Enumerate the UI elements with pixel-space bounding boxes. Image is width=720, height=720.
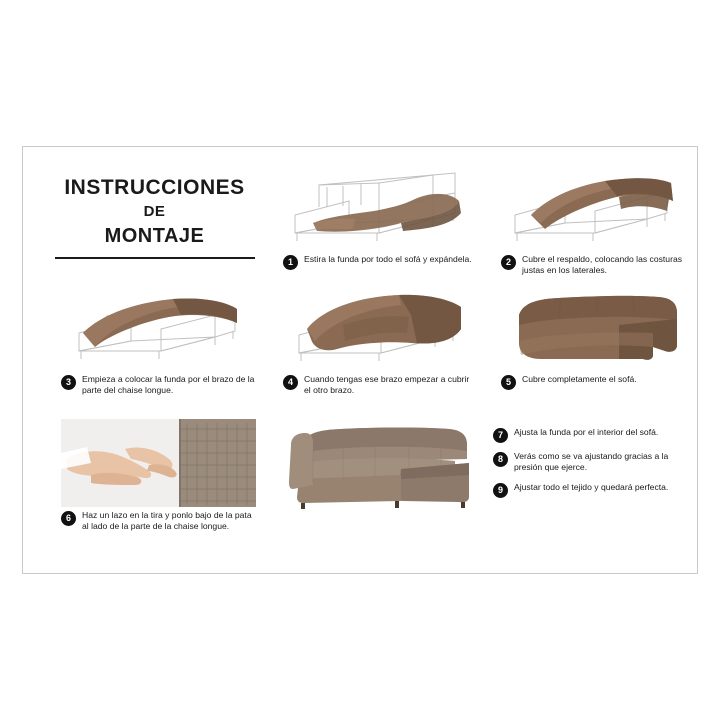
step-number-8: 8: [493, 452, 508, 467]
step-number-3: 3: [61, 375, 76, 390]
hands-tying-strap-photo: [61, 419, 256, 507]
step-text-2: Cubre el respaldo, colocando las costuras justas en los laterales.: [522, 254, 683, 276]
step-caption-8: [493, 451, 688, 474]
step-panel-1: [283, 171, 478, 270]
step-caption-2: [501, 254, 686, 277]
step-panel-5: [501, 285, 686, 390]
step-panel-2: [501, 171, 686, 277]
step-caption-4: [283, 374, 478, 397]
sofa-cover-other-arm-illustration: [283, 285, 478, 371]
step-number-4: 4: [283, 375, 298, 390]
step-text-1: Estira la funda por todo el sofá y expándela.: [304, 254, 472, 264]
step-text-4: Cuando tengas ese brazo empezar a cubrir el otro brazo.: [304, 374, 470, 396]
step-text-7: Ajusta la funda por el interior del sofá.: [514, 427, 659, 437]
finished-sofa-photo: [283, 419, 483, 511]
sofa-covered-illustration: [501, 285, 686, 371]
step-caption-9: [493, 482, 688, 498]
step-text-3: Empieza a colocar la funda por el brazo de la parte del chaise longue.: [82, 374, 255, 396]
step-text-6: Haz un lazo en la tira y ponlo bajo de la pata al lado de la parte de la chaise longue.: [82, 510, 252, 532]
step-number-1: 1: [283, 255, 298, 270]
step-caption-6: [61, 510, 256, 533]
sofa-cover-back-illustration: [501, 171, 686, 251]
step-caption-1: [283, 254, 478, 270]
sofa-cover-arm-illustration: [61, 285, 256, 371]
step-caption-7: [493, 427, 688, 443]
sofa-cover-stretch-illustration: [283, 171, 478, 251]
title-line-1: INSTRUCCIONES: [64, 176, 245, 199]
title-line-3: MONTAJE: [104, 225, 205, 247]
step-number-7: 7: [493, 428, 508, 443]
step-number-9: 9: [493, 483, 508, 498]
step-caption-5: [501, 374, 686, 390]
page-title: [47, 175, 262, 259]
step-number-5: 5: [501, 375, 516, 390]
steps-7-9-list: [493, 419, 688, 511]
title-line-2: DE: [143, 203, 166, 220]
instruction-grid: [33, 157, 687, 563]
instruction-sheet: [22, 146, 698, 574]
step-text-9: Ajustar todo el tejido y quedará perfecta.: [514, 481, 669, 492]
step-caption-3: [61, 374, 256, 397]
step-text-5: Cubre completamente el sofá.: [522, 374, 637, 384]
step-panel-7-9: [283, 419, 688, 511]
step-number-2: 2: [501, 255, 516, 270]
step-panel-3: [61, 285, 256, 397]
step-number-6: 6: [61, 511, 76, 526]
step-panel-4: [283, 285, 478, 397]
step-text-8: Verás como se va ajustando gracias a la presión que ejerce.: [514, 451, 669, 473]
title-divider: [55, 257, 255, 259]
step-panel-6: [61, 419, 256, 533]
